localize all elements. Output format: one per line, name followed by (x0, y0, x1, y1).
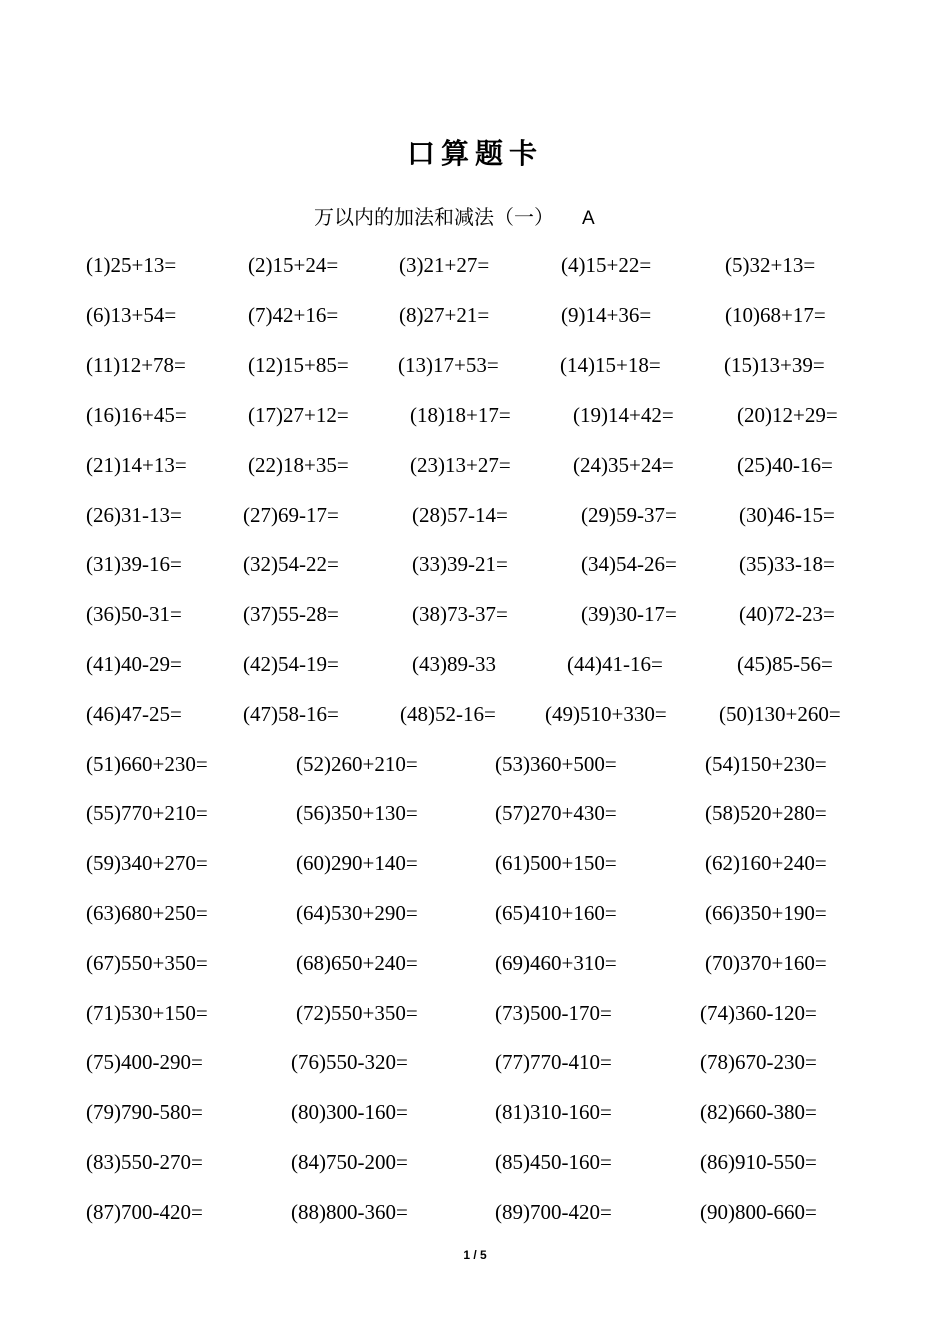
arithmetic-problem: (54)150+230= (705, 752, 827, 776)
arithmetic-problem: (61)500+150= (495, 851, 617, 875)
arithmetic-problem: (50)130+260= (719, 702, 841, 726)
problem-row (0, 1047, 950, 1077)
arithmetic-problem: (89)700-420= (495, 1200, 612, 1224)
arithmetic-problem: (3)21+27= (399, 253, 490, 277)
arithmetic-problem: (86)910-550= (700, 1150, 817, 1174)
arithmetic-problem: (30)46-15= (739, 503, 835, 527)
arithmetic-problem: (39)30-17= (581, 602, 677, 626)
arithmetic-problem: (65)410+160= (495, 901, 617, 925)
arithmetic-problem: (71)530+150= (86, 1001, 208, 1025)
problem-row (0, 400, 950, 430)
problem-row (0, 500, 950, 530)
arithmetic-problem: (4)15+22= (561, 253, 652, 277)
arithmetic-problem: (35)33-18= (739, 552, 835, 576)
arithmetic-problem: (16)16+45= (86, 403, 187, 427)
arithmetic-problem: (12)15+85= (248, 353, 349, 377)
arithmetic-problem: (15)13+39= (724, 353, 825, 377)
arithmetic-problem: (38)73-37= (412, 602, 508, 626)
arithmetic-problem: (56)350+130= (296, 801, 418, 825)
arithmetic-problem: (32)54-22= (243, 552, 339, 576)
arithmetic-problem: (52)260+210= (296, 752, 418, 776)
arithmetic-problem: (29)59-37= (581, 503, 677, 527)
arithmetic-problem: (24)35+24= (573, 453, 674, 477)
arithmetic-problem: (20)12+29= (737, 403, 838, 427)
arithmetic-problem: (83)550-270= (86, 1150, 203, 1174)
arithmetic-problem: (69)460+310= (495, 951, 617, 975)
subtitle-text: 万以内的加法和减法（一） (314, 205, 554, 229)
problem-row (0, 300, 950, 330)
page-number: 1 / 5 (463, 1248, 487, 1262)
arithmetic-problem: (49)510+330= (545, 702, 667, 726)
arithmetic-problem: (66)350+190= (705, 901, 827, 925)
arithmetic-problem: (19)14+42= (573, 403, 674, 427)
arithmetic-problem: (18)18+17= (410, 403, 511, 427)
arithmetic-problem: (26)31-13= (86, 503, 182, 527)
arithmetic-problem: (8)27+21= (399, 303, 490, 327)
arithmetic-problem: (23)13+27= (410, 453, 511, 477)
arithmetic-problem: (36)50-31= (86, 602, 182, 626)
arithmetic-problem: (33)39-21= (412, 552, 508, 576)
arithmetic-problem: (77)770-410= (495, 1050, 612, 1074)
arithmetic-problem: (45)85-56= (737, 652, 833, 676)
arithmetic-problem: (68)650+240= (296, 951, 418, 975)
problem-row (0, 450, 950, 480)
page-title: 口算题卡 (406, 137, 543, 170)
arithmetic-problem: (5)32+13= (725, 253, 816, 277)
problem-row (0, 250, 950, 280)
arithmetic-problem: (60)290+140= (296, 851, 418, 875)
problem-row (0, 848, 950, 878)
arithmetic-problem: (88)800-360= (291, 1200, 408, 1224)
arithmetic-problem: (64)530+290= (296, 901, 418, 925)
problem-row (0, 898, 950, 928)
problem-row (0, 1097, 950, 1127)
arithmetic-problem: (79)790-580= (86, 1100, 203, 1124)
arithmetic-problem: (1)25+13= (86, 253, 177, 277)
subtitle (314, 201, 595, 230)
problem-row (0, 948, 950, 978)
arithmetic-problem: (28)57-14= (412, 503, 508, 527)
arithmetic-problem: (14)15+18= (560, 353, 661, 377)
problem-row (0, 699, 950, 729)
problem-row (0, 798, 950, 828)
arithmetic-problem: (57)270+430= (495, 801, 617, 825)
problem-row (0, 749, 950, 779)
arithmetic-problem: (22)18+35= (248, 453, 349, 477)
arithmetic-problem: (25)40-16= (737, 453, 833, 477)
problem-row (0, 350, 950, 380)
arithmetic-problem: (81)310-160= (495, 1100, 612, 1124)
arithmetic-problem: (6)13+54= (86, 303, 177, 327)
arithmetic-problem: (87)700-420= (86, 1200, 203, 1224)
arithmetic-problem: (72)550+350= (296, 1001, 418, 1025)
arithmetic-problem: (10)68+17= (725, 303, 826, 327)
arithmetic-problem: (34)54-26= (581, 552, 677, 576)
arithmetic-problem: (73)500-170= (495, 1001, 612, 1025)
problem-row (0, 599, 950, 629)
arithmetic-problem: (11)12+78= (86, 353, 186, 377)
problem-row (0, 649, 950, 679)
arithmetic-problem: (31)39-16= (86, 552, 182, 576)
arithmetic-problem: (78)670-230= (700, 1050, 817, 1074)
arithmetic-problem: (53)360+500= (495, 752, 617, 776)
arithmetic-problem: (46)47-25= (86, 702, 182, 726)
arithmetic-problem: (17)27+12= (248, 403, 349, 427)
problem-row (0, 1147, 950, 1177)
arithmetic-problem: (41)40-29= (86, 652, 182, 676)
problem-row (0, 998, 950, 1028)
arithmetic-problem: (7)42+16= (248, 303, 339, 327)
arithmetic-problem: (74)360-120= (700, 1001, 817, 1025)
arithmetic-problem: (2)15+24= (248, 253, 339, 277)
problem-row (0, 549, 950, 579)
arithmetic-problem: (82)660-380= (700, 1100, 817, 1124)
arithmetic-problem: (63)680+250= (86, 901, 208, 925)
arithmetic-problem: (59)340+270= (86, 851, 208, 875)
variant-label: A (582, 208, 595, 229)
arithmetic-problem: (47)58-16= (243, 702, 339, 726)
arithmetic-problem: (21)14+13= (86, 453, 187, 477)
arithmetic-problem: (67)550+350= (86, 951, 208, 975)
arithmetic-problem: (42)54-19= (243, 652, 339, 676)
arithmetic-problem: (76)550-320= (291, 1050, 408, 1074)
arithmetic-problem: (70)370+160= (705, 951, 827, 975)
arithmetic-problem: (44)41-16= (567, 652, 663, 676)
arithmetic-problem: (27)69-17= (243, 503, 339, 527)
arithmetic-problem: (48)52-16= (400, 702, 496, 726)
arithmetic-problem: (9)14+36= (561, 303, 652, 327)
arithmetic-problem: (90)800-660= (700, 1200, 817, 1224)
arithmetic-problem: (55)770+210= (86, 801, 208, 825)
arithmetic-problem: (84)750-200= (291, 1150, 408, 1174)
arithmetic-problem: (62)160+240= (705, 851, 827, 875)
arithmetic-problem: (80)300-160= (291, 1100, 408, 1124)
problem-row (0, 1197, 950, 1227)
arithmetic-problem: (58)520+280= (705, 801, 827, 825)
arithmetic-problem: (85)450-160= (495, 1150, 612, 1174)
arithmetic-problem: (37)55-28= (243, 602, 339, 626)
arithmetic-problem: (43)89-33 (412, 652, 496, 676)
arithmetic-problem: (40)72-23= (739, 602, 835, 626)
arithmetic-problem: (13)17+53= (398, 353, 499, 377)
arithmetic-problem: (75)400-290= (86, 1050, 203, 1074)
arithmetic-problem: (51)660+230= (86, 752, 208, 776)
